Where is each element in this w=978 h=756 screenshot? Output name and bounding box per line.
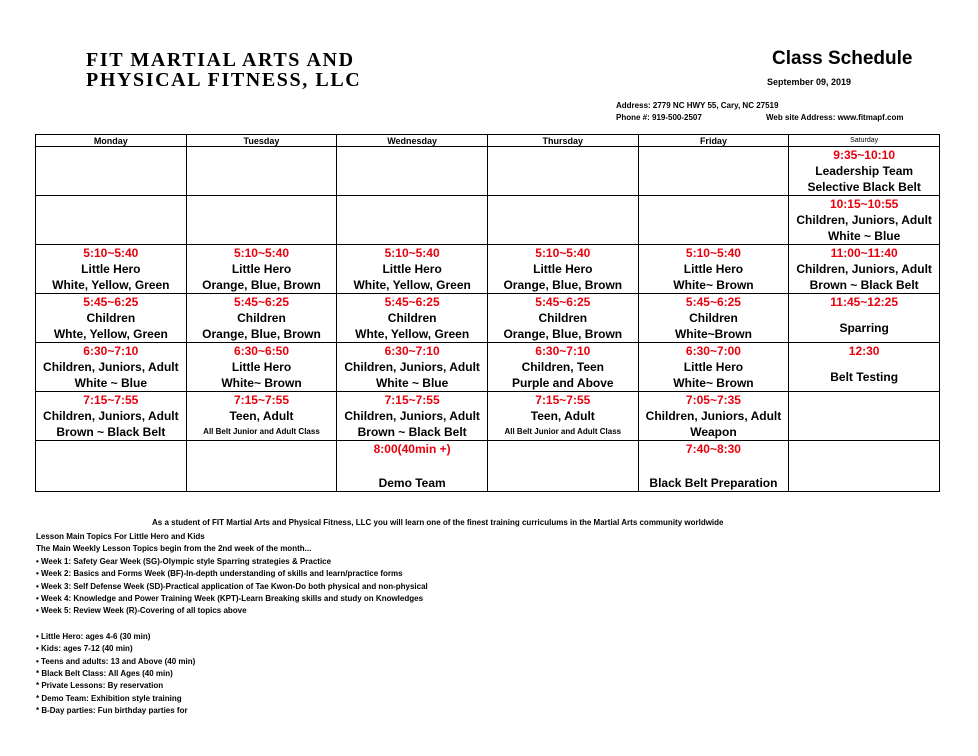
class-cell-monday	[36, 392, 187, 441]
company-name-line1: FIT MARTIAL ARTS AND	[86, 49, 355, 71]
schedule-table	[35, 134, 940, 492]
class-name: Children, Juniors, Adult	[645, 409, 782, 423]
class-name: Children, Juniors, Adult	[344, 409, 480, 423]
class-time: 5:10~5:40	[535, 246, 591, 260]
class-cell-friday	[638, 343, 789, 392]
class-level: Whte, Yellow, Green	[355, 327, 470, 341]
class-time: 5:45~6:25	[685, 295, 741, 309]
class-name: Children, Juniors, Adult	[796, 262, 932, 276]
class-level: Weapon	[690, 425, 737, 439]
class-cell-saturday	[789, 441, 940, 492]
class-time: 6:30~7:10	[83, 344, 139, 358]
class-name: Little Hero	[683, 360, 744, 374]
class-name: Black Belt Preparation	[649, 476, 778, 490]
class-cell-tuesday	[186, 343, 337, 392]
class-name: Teen, Adult	[530, 409, 595, 423]
schedule-row	[36, 343, 940, 392]
day-header-saturday: Saturday	[789, 135, 940, 147]
note-line: * Demo Team: Exhibition style training	[36, 693, 182, 703]
class-time: 5:45~6:25	[384, 295, 440, 309]
class-cell-tuesday	[186, 441, 337, 492]
schedule-row	[36, 147, 940, 196]
class-level: Selective Black Belt	[807, 180, 921, 194]
class-cell-saturday	[789, 294, 940, 343]
class-name: Children, Juniors, Adult	[43, 409, 179, 423]
website-address: Web site Address: www.fitmapf.com	[766, 113, 904, 122]
class-time: 7:15~7:55	[83, 393, 139, 407]
note-line: Lesson Main Topics For Little Hero and Kids	[36, 532, 205, 541]
class-level: White~ Brown	[221, 376, 302, 390]
class-name: Children	[689, 311, 738, 325]
class-cell-monday	[36, 343, 187, 392]
class-cell-wednesday	[337, 441, 488, 492]
note-line: * Private Lessons: By reservation	[36, 681, 164, 691]
class-cell-wednesday	[337, 147, 488, 196]
class-time: 7:05~7:35	[685, 393, 741, 407]
note-line: • Teens and adults: 13 and Above (40 min)	[36, 656, 196, 666]
day-header-tuesday: Tuesday	[186, 135, 337, 147]
class-cell-tuesday	[186, 196, 337, 245]
class-time: 11:45~12:25	[830, 295, 898, 309]
class-cell-saturday	[789, 245, 940, 294]
class-time: 5:10~5:40	[685, 246, 741, 260]
class-name: Children	[538, 311, 588, 325]
class-time: 7:15~7:55	[384, 393, 440, 407]
schedule-header-row	[36, 135, 940, 147]
class-level: White~ Brown	[673, 376, 754, 390]
class-level: White ~ Blue	[375, 376, 449, 390]
class-cell-friday	[638, 294, 789, 343]
class-name: Sparring	[839, 321, 889, 335]
class-name: Children	[237, 311, 286, 325]
class-time: 6:30~7:00	[685, 344, 741, 358]
class-name: Little Hero	[81, 262, 141, 276]
class-name: Children, Juniors, Adult	[796, 213, 932, 227]
class-cell-thursday	[487, 392, 638, 441]
class-time: 12:30	[848, 344, 880, 358]
class-cell-wednesday	[337, 294, 488, 343]
class-cell-thursday	[487, 245, 638, 294]
class-note: All Belt Junior and Adult Class	[504, 427, 622, 436]
class-level: Whte, Yellow, Green	[53, 327, 168, 341]
class-name: Little Hero	[382, 262, 442, 276]
class-name: Children, Juniors, Adult	[344, 360, 480, 374]
class-note: All Belt Junior and Adult Class	[203, 427, 320, 436]
class-cell-saturday	[789, 147, 940, 196]
class-cell-thursday	[487, 441, 638, 492]
class-level: Orange, Blue, Brown	[503, 278, 623, 292]
class-level: White ~ Blue	[827, 229, 901, 243]
class-cell-wednesday	[337, 245, 488, 294]
note-line: • Week 2: Basics and Forms Week (BF)-In-depth understanding of skills and learn/practice forms	[36, 569, 403, 579]
class-level: Brown ~ Black Belt	[357, 425, 467, 439]
company-name-line2: PHYSICAL FITNESS, LLC	[86, 69, 362, 91]
class-cell-monday	[36, 147, 187, 196]
class-cell-tuesday	[186, 147, 337, 196]
phone-number: Phone #: 919-500-2507	[616, 113, 702, 122]
class-cell-saturday	[789, 196, 940, 245]
class-name: Demo Team	[378, 476, 446, 490]
class-name: Little Hero	[231, 360, 292, 374]
class-level: White, Yellow, Green	[353, 278, 471, 292]
class-cell-friday	[638, 441, 789, 492]
class-cell-friday	[638, 196, 789, 245]
class-name: Children, Teen	[521, 360, 605, 374]
class-name: Little Hero	[533, 262, 593, 276]
class-time: 11:00~11:40	[830, 246, 898, 260]
class-name: Children	[86, 311, 136, 325]
class-time: 5:10~5:40	[83, 246, 139, 260]
class-cell-friday	[638, 245, 789, 294]
class-cell-monday	[36, 245, 187, 294]
class-time: 10:15~10:55	[829, 197, 899, 211]
class-cell-thursday	[487, 343, 638, 392]
class-cell-tuesday	[186, 392, 337, 441]
lesson-notes	[36, 531, 428, 718]
note-line: • Week 5: Review Week (R)-Covering of all topics above	[36, 606, 247, 616]
note-line: • Week 3: Self Defense Week (SD)-Practical application of Tae Kwon-Do both physical and non-physical	[36, 581, 428, 591]
class-cell-monday	[36, 441, 187, 492]
class-level: Brown ~ Black Belt	[56, 425, 166, 439]
class-name: Little Hero	[683, 262, 744, 276]
address: Address: 2779 NC HWY 55, Cary, NC 27519	[616, 101, 779, 110]
class-level: White~ Brown	[673, 278, 754, 292]
schedule-row	[36, 196, 940, 245]
day-header-friday: Friday	[638, 135, 789, 147]
note-line: • Week 1: Safety Gear Week (SG)-Olympic style Sparring strategies & Practice	[36, 556, 332, 566]
class-time: 9:35~10:10	[833, 148, 895, 162]
class-name: Children	[387, 311, 437, 325]
schedule-row	[36, 441, 940, 492]
class-cell-saturday	[789, 343, 940, 392]
class-cell-thursday	[487, 196, 638, 245]
class-time: 5:10~5:40	[233, 246, 289, 260]
class-level: Orange, Blue, Brown	[202, 327, 321, 341]
class-level: White~Brown	[674, 327, 752, 341]
class-cell-friday	[638, 147, 789, 196]
class-level: Orange, Blue, Brown	[202, 278, 321, 292]
schedule-date: September 09, 2019	[767, 77, 852, 87]
class-cell-thursday	[487, 147, 638, 196]
class-cell-tuesday	[186, 294, 337, 343]
schedule-row	[36, 392, 940, 441]
intro-text: As a student of FIT Martial Arts and Physical Fitness, LLC you will learn one of the finest training curriculums in the Martial Arts community worldwide	[152, 518, 724, 527]
class-name: Little Hero	[231, 262, 292, 276]
class-time: 5:45~6:25	[83, 295, 139, 309]
class-name: Teen, Adult	[229, 409, 294, 423]
day-header-monday: Monday	[36, 135, 187, 147]
company-name	[86, 50, 361, 90]
schedule-row	[36, 294, 940, 343]
class-time: 7:15~7:55	[233, 393, 289, 407]
note-line: The Main Weekly Lesson Topics begin from the 2nd week of the month...	[36, 544, 312, 554]
schedule-body	[36, 147, 940, 492]
class-time: 6:30~6:50	[233, 344, 289, 358]
class-time: 5:10~5:40	[384, 246, 440, 260]
class-level: White, Yellow, Green	[52, 278, 170, 292]
schedule-row	[36, 245, 940, 294]
day-header-wednesday: Wednesday	[337, 135, 488, 147]
class-time: 7:40~8:30	[685, 442, 741, 456]
class-time: 5:45~6:25	[535, 295, 591, 309]
page-title: Class Schedule	[772, 48, 913, 69]
note-line: • Kids: ages 7-12 (40 min)	[36, 644, 133, 654]
day-header-thursday: Thursday	[487, 135, 638, 147]
note-line: • Week 4: Knowledge and Power Training Week (KPT)-Learn Breaking skills and study on Knowledges	[36, 594, 424, 604]
class-cell-wednesday	[337, 196, 488, 245]
class-level: Brown ~ Black Belt	[809, 278, 919, 292]
class-time: 6:30~7:10	[535, 344, 591, 358]
class-time: 6:30~7:10	[384, 344, 440, 358]
class-name: Belt Testing	[830, 370, 899, 384]
class-cell-wednesday	[337, 343, 488, 392]
note-line: • Little Hero: ages 4-6 (30 min)	[36, 631, 151, 641]
class-cell-tuesday	[186, 245, 337, 294]
class-time: 7:15~7:55	[535, 393, 591, 407]
class-cell-friday	[638, 392, 789, 441]
class-level: White ~ Blue	[74, 376, 147, 390]
class-time: 8:00(40min +)	[373, 442, 451, 456]
class-name: Children, Juniors, Adult	[43, 360, 179, 374]
class-cell-thursday	[487, 294, 638, 343]
note-line: * B-Day parties: Fun birthday parties for	[36, 706, 188, 716]
class-time: 5:45~6:25	[233, 295, 289, 309]
class-level: Orange, Blue, Brown	[503, 327, 623, 341]
class-cell-monday	[36, 294, 187, 343]
class-level: Purple and Above	[512, 376, 614, 390]
class-cell-wednesday	[337, 392, 488, 441]
class-name: Leadership Team	[815, 164, 914, 178]
class-cell-saturday	[789, 392, 940, 441]
class-cell-monday	[36, 196, 187, 245]
note-line: * Black Belt Class: All Ages (40 min)	[36, 669, 173, 679]
